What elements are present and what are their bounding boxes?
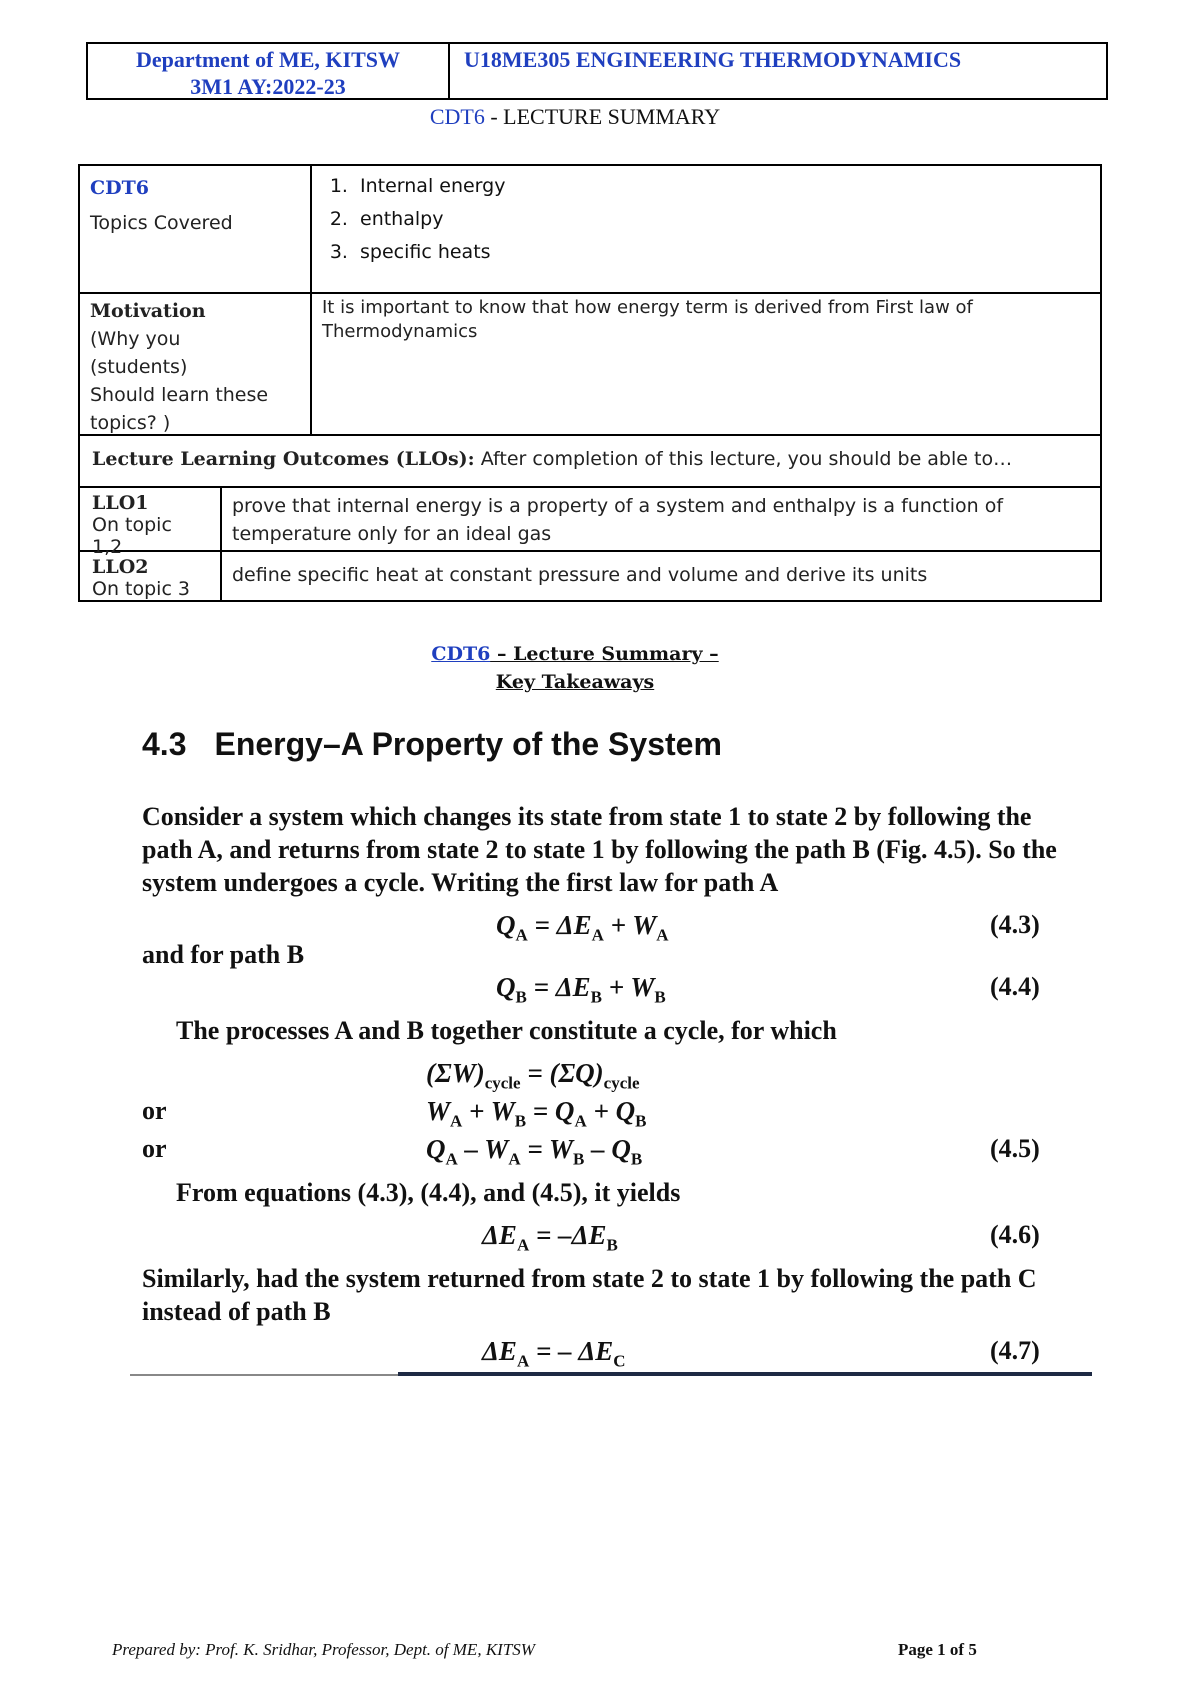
motivation-sub-1: (Why you [90,328,181,350]
equation-4-5-number: (4.5) [990,1134,1040,1163]
llo2-id: LLO2 [92,556,149,578]
motivation-row [80,292,1100,434]
llo2-text: define specific heat at constant pressure and volume and derive its units [232,564,928,586]
summary-title [0,104,1150,130]
motivation-sub-3: Should learn these [90,384,269,406]
equation-4-7-number: (4.7) [990,1336,1040,1365]
llo-heading-bold: Lecture Learning Outcomes (LLOs): [92,448,475,470]
paragraph-4: Similarly, had the system returned from state 2 to state 1 by following the path C instead of path B [142,1264,1037,1326]
equation-4-6-number: (4.6) [990,1220,1040,1249]
section-title: Energy–A Property of the System [214,726,722,762]
paragraph-3: From equations (4.3), (4.4), and (4.5), it yields [176,1178,681,1207]
key-takeaways-line1-rest: – Lecture Summary – [490,643,719,665]
llo2-row [80,550,1100,600]
motivation-text: It is important to know that how energy term is derived from First law of Thermodynamics [322,297,973,342]
and-for-path-b: and for path B [142,940,305,969]
llo2-topic: On topic 3 [92,578,191,600]
topics-row [80,166,1100,292]
summary-table [78,164,1102,602]
section-number: 4.3 [142,726,187,762]
or-label-1: or [142,1096,167,1125]
section-heading [142,726,722,763]
llo1-text: prove that internal energy is a property of a system and enthalpy is a function of temperature only for an ideal gas [232,495,1004,545]
llo1-row [80,486,1100,558]
key-takeaways-code: CDT6 [431,643,491,665]
key-takeaways-heading [0,640,1150,696]
llo2-label-cell [80,552,222,600]
paragraph-2: The processes A and B together constitute a cycle, for which [176,1016,837,1045]
equation-4-3-number: (4.3) [990,910,1040,939]
topics-label-cell [80,166,312,292]
llo-heading-rest: After completion of this lecture, you should be able to… [474,448,1013,470]
equation-4-6: $\Delta E_A = -\Delta E_B$ [482,1220,618,1255]
key-takeaways-line2: Key Takeaways [495,671,655,693]
topics-list [322,170,1090,269]
footer-prepared-by: Prepared by: Prof. K. Sridhar, Professor, Dept. of ME, KITSW [112,1640,535,1659]
motivation-label-cell [80,294,312,434]
topic-item: 2. enthalpy [354,203,1090,236]
footer-page-number: Page 1 of 5 [898,1640,977,1659]
llo1-id: LLO1 [92,492,149,514]
cycle-equation: $(\Sigma W)_{cycle} = (\Sigma Q)_{cycle}$ [426,1058,640,1093]
motivation-sub-4: topics? ) [90,412,171,434]
llo-heading [80,436,1100,486]
motivation-label: Motivation [90,300,206,322]
equation-4-4-number: (4.4) [990,972,1040,1001]
excerpt-divider-left [130,1374,398,1376]
summary-title-code: CDT6 [429,104,485,129]
topic-item: 3. specific heats [354,236,1090,269]
llo1-label-cell [80,488,222,558]
key-takeaways-line1 [0,640,1150,668]
header-dept-line1: Department of ME, KITSW [136,47,400,72]
equation-4-7: $\Delta E_A$ = – $\Delta E_C$ [482,1336,626,1371]
excerpt-divider-right [398,1372,1092,1376]
cdt-code: CDT6 [90,177,149,199]
paragraph-1: Consider a system which changes its state from state 1 to state 2 by following the path A, and returns from state 2 to state 1 by following the path B (Fig. 4.5). So the system undergoes a cycle. Writing the first law for path A [142,802,1057,897]
topic-item: 1. Internal energy [354,170,1090,203]
equation-4-4: $Q_B = \Delta E_B + W_B$ [496,972,666,1007]
or-label-2: or [142,1134,167,1163]
equation-4-3: $Q_A = \Delta E_A + W_A$ [496,910,669,945]
work-heat-equation: $W_A + W_B = Q_A + Q_B$ [426,1096,647,1131]
equation-4-5: $Q_A - W_A = W_B - Q_B$ [426,1134,643,1169]
header-department [88,44,450,98]
motivation-sub-2: (students) [90,356,188,378]
header-dept-line2: 3M1 AY:2022-23 [190,74,346,99]
summary-title-rest: - LECTURE SUMMARY [484,104,721,129]
llo-heading-row [80,434,1100,486]
topics-list-cell [312,166,1100,292]
header-box [86,42,1108,100]
llo1-topic: On topic 1,2 [92,514,172,558]
topics-label: Topics Covered [90,212,233,234]
header-course: U18ME305 ENGINEERING THERMODYNAMICS [464,47,962,72]
